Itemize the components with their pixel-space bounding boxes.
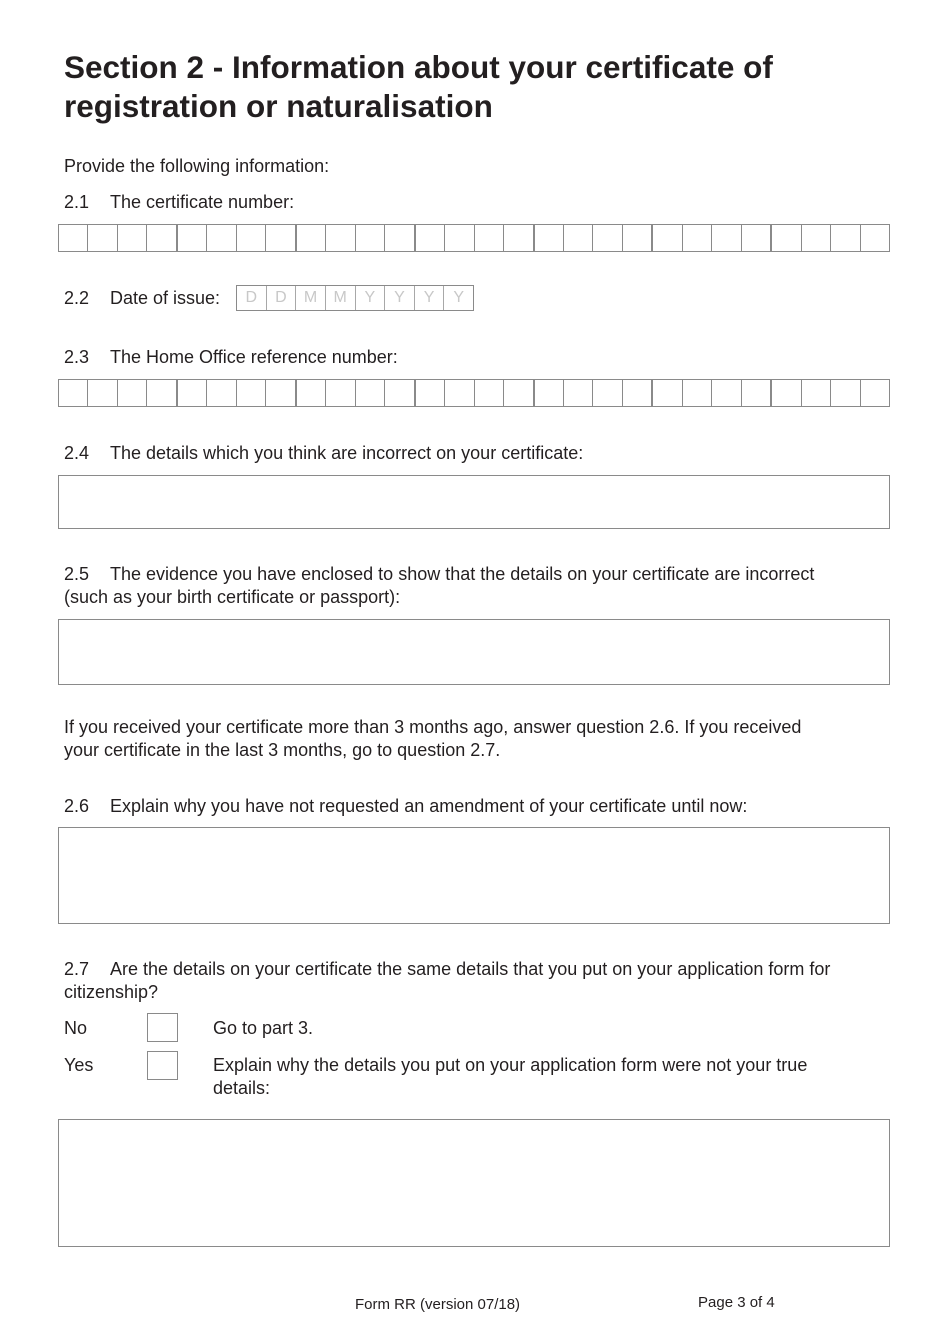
- same-details-label-line-2: citizenship?: [64, 982, 159, 1002]
- character-cell[interactable]: [297, 224, 326, 252]
- true-details-explanation-textbox[interactable]: [58, 1119, 890, 1247]
- character-cell[interactable]: [58, 224, 88, 252]
- character-cell[interactable]: [416, 224, 445, 252]
- character-cell[interactable]: [178, 224, 207, 252]
- intro-text: Provide the following information:: [64, 156, 330, 176]
- date-digit-year-4[interactable]: Y: [453, 289, 465, 306]
- character-cell[interactable]: [207, 379, 236, 407]
- character-cell[interactable]: [356, 379, 385, 407]
- character-cell[interactable]: [772, 379, 801, 407]
- no-option-instruction: Go to part 3.: [213, 1018, 314, 1038]
- character-cell[interactable]: [416, 379, 445, 407]
- character-cell[interactable]: [445, 224, 474, 252]
- character-cell[interactable]: [564, 224, 593, 252]
- character-cell[interactable]: [802, 379, 831, 407]
- character-cell[interactable]: [237, 379, 266, 407]
- same-details-label-line-1: Are the details on your certificate the same details that you put on your application form for: [110, 959, 831, 979]
- character-cell[interactable]: [564, 379, 593, 407]
- evidence-textbox[interactable]: [58, 619, 890, 685]
- character-cell[interactable]: [385, 224, 415, 252]
- character-cell[interactable]: [683, 224, 712, 252]
- character-cell[interactable]: [802, 224, 831, 252]
- date-of-issue-field[interactable]: [236, 285, 474, 311]
- date-digit-day-1[interactable]: D: [237, 286, 267, 310]
- date-digit-year-2[interactable]: Y: [385, 286, 415, 310]
- date-digit-month-2[interactable]: M: [326, 286, 356, 310]
- character-cell[interactable]: [356, 224, 385, 252]
- character-cell[interactable]: [297, 379, 326, 407]
- incorrect-details-textbox[interactable]: [58, 475, 890, 529]
- character-cell[interactable]: [147, 224, 177, 252]
- question-number-2-4: 2.4: [64, 443, 90, 463]
- character-cell[interactable]: [266, 224, 296, 252]
- character-cell[interactable]: [88, 379, 117, 407]
- character-cell[interactable]: [623, 379, 653, 407]
- question-number-2-7: 2.7: [64, 959, 90, 979]
- character-cell[interactable]: [861, 224, 890, 252]
- no-checkbox[interactable]: [147, 1013, 178, 1042]
- character-cell[interactable]: [88, 224, 117, 252]
- date-of-issue-label: Date of issue:: [110, 288, 221, 308]
- question-number-2-1: 2.1: [64, 192, 90, 212]
- character-cell[interactable]: [593, 379, 622, 407]
- date-digit-day-2[interactable]: D: [267, 286, 297, 310]
- section-title: Section 2 - Information about your certificate of registration or naturalisation: [64, 49, 773, 124]
- character-cell[interactable]: [504, 379, 534, 407]
- character-cell[interactable]: [237, 224, 266, 252]
- question-number-2-3: 2.3: [64, 347, 90, 367]
- date-digit-year-1[interactable]: Y: [356, 286, 386, 310]
- character-cell[interactable]: [475, 224, 504, 252]
- home-office-reference-label: The Home Office reference number:: [110, 347, 398, 367]
- character-cell[interactable]: [118, 224, 147, 252]
- character-cell[interactable]: [266, 379, 296, 407]
- character-cell[interactable]: [475, 379, 504, 407]
- instruction-note-line-1: If you received your certificate more than 3 months ago, answer question 2.6. If you received: [64, 717, 802, 737]
- character-cell[interactable]: [742, 379, 772, 407]
- character-cell[interactable]: [385, 379, 415, 407]
- character-cell[interactable]: [653, 379, 682, 407]
- evidence-label-line-2: (such as your birth certificate or passport):: [64, 587, 401, 607]
- question-number-2-2: 2.2: [64, 288, 90, 308]
- amendment-delay-label: Explain why you have not requested an amendment of your certificate until now:: [110, 796, 748, 816]
- footer-page-number: Page 3 of 4: [698, 1294, 775, 1311]
- character-cell[interactable]: [593, 224, 622, 252]
- certificate-number-field[interactable]: [58, 224, 890, 252]
- character-cell[interactable]: [772, 224, 801, 252]
- character-cell[interactable]: [118, 379, 147, 407]
- no-option-label: No: [64, 1018, 88, 1038]
- yes-option-instruction-line-2: details:: [213, 1078, 271, 1098]
- character-cell[interactable]: [712, 224, 741, 252]
- character-cell[interactable]: [178, 379, 207, 407]
- character-cell[interactable]: [683, 379, 712, 407]
- character-cell[interactable]: [831, 379, 860, 407]
- date-digit-year-3[interactable]: Y: [415, 286, 445, 310]
- character-cell[interactable]: [623, 224, 653, 252]
- certificate-number-label: The certificate number:: [110, 192, 295, 212]
- incorrect-details-label: The details which you think are incorrect on your certificate:: [110, 443, 584, 463]
- yes-option-instruction-line-1: Explain why the details you put on your application form were not your true: [213, 1055, 808, 1075]
- character-cell[interactable]: [712, 379, 741, 407]
- evidence-label-line-1: The evidence you have enclosed to show that the details on your certificate are incorrect: [110, 564, 815, 584]
- character-cell[interactable]: [535, 224, 564, 252]
- character-cell[interactable]: [742, 224, 772, 252]
- date-digit-month-1[interactable]: M: [296, 286, 326, 310]
- character-cell[interactable]: [326, 379, 355, 407]
- character-cell[interactable]: [504, 224, 534, 252]
- yes-option-label: Yes: [64, 1055, 94, 1075]
- home-office-reference-field[interactable]: [58, 379, 890, 407]
- yes-checkbox[interactable]: [147, 1051, 178, 1080]
- instruction-note-line-2: your certificate in the last 3 months, go to question 2.7.: [64, 740, 501, 760]
- character-cell[interactable]: [861, 379, 890, 407]
- character-cell[interactable]: [207, 224, 236, 252]
- question-number-2-5: 2.5: [64, 564, 90, 584]
- character-cell[interactable]: [653, 224, 682, 252]
- character-cell[interactable]: [535, 379, 564, 407]
- footer-form-version: Form RR (version 07/18): [355, 1296, 521, 1313]
- character-cell[interactable]: [147, 379, 177, 407]
- question-number-2-6: 2.6: [64, 796, 90, 816]
- character-cell[interactable]: [445, 379, 474, 407]
- amendment-delay-textbox[interactable]: [58, 827, 890, 924]
- character-cell[interactable]: [326, 224, 355, 252]
- character-cell[interactable]: [831, 224, 860, 252]
- character-cell[interactable]: [58, 379, 88, 407]
